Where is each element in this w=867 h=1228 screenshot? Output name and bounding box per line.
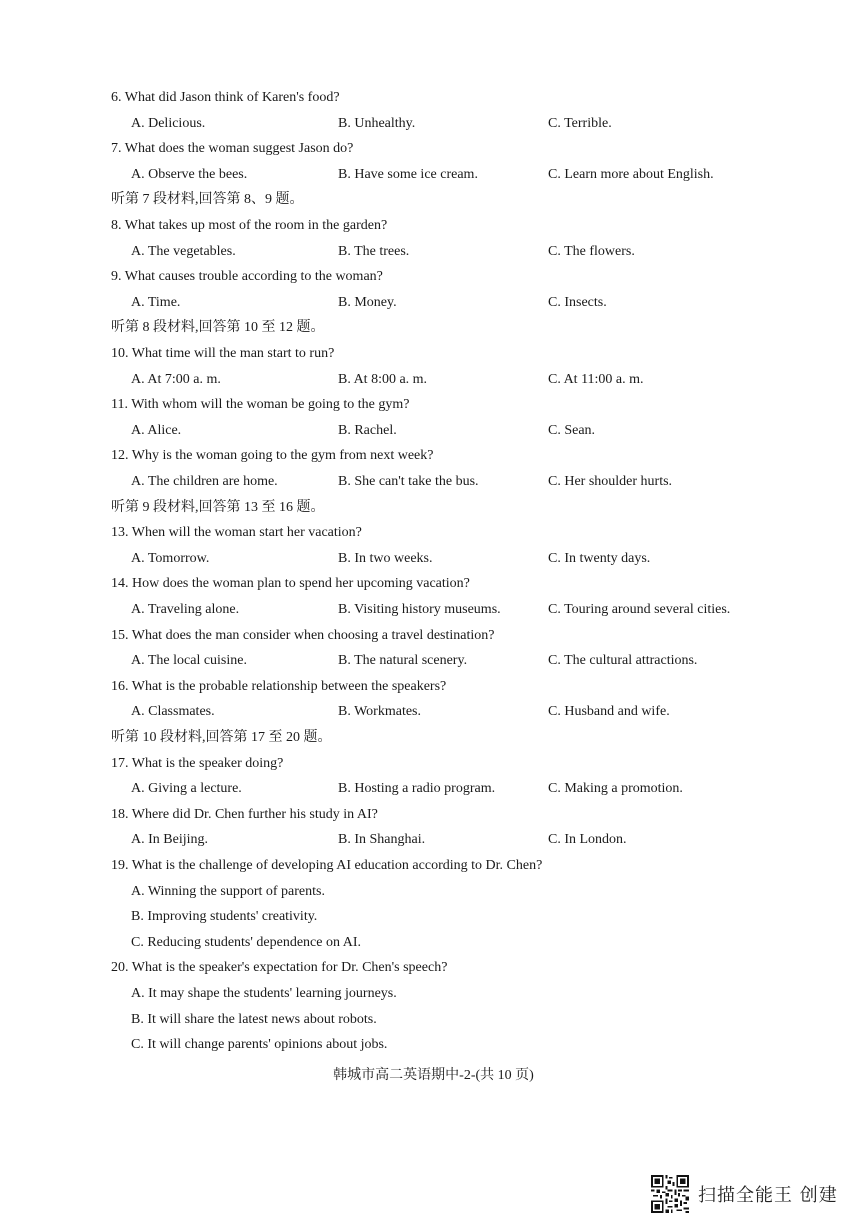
answer-option: C. In London. (548, 832, 627, 847)
answer-option: B. Hosting a radio program. (338, 781, 496, 796)
answer-option: A. The vegetables. (131, 244, 236, 259)
answer-option: C. Terrible. (548, 116, 612, 131)
question-text: 16. What is the probable relationship between the speakers? (111, 679, 447, 694)
answer-option: A. The children are home. (131, 474, 278, 489)
answer-option: A. Traveling alone. (131, 602, 240, 617)
answer-option: B. In two weeks. (338, 551, 433, 566)
answer-option: C. The flowers. (548, 244, 635, 259)
question-text: 7. What does the woman suggest Jason do? (111, 141, 354, 156)
answer-option: B. At 8:00 a. m. (338, 372, 428, 387)
answer-option: B. Money. (338, 295, 397, 310)
answer-option: C. Her shoulder hurts. (548, 474, 673, 489)
section-instruction: 听第 7 段材料,回答第 8、9 题。 (111, 192, 304, 207)
answer-option: A. Giving a lecture. (131, 781, 242, 796)
answer-option: A. The local cuisine. (131, 653, 247, 668)
answer-option: C. The cultural attractions. (548, 653, 698, 668)
answer-option: C. In twenty days. (548, 551, 651, 566)
question-text: 17. What is the speaker doing? (111, 756, 284, 771)
answer-option: B. Visiting history museums. (338, 602, 501, 617)
section-instruction: 听第 9 段材料,回答第 13 至 16 题。 (111, 500, 325, 515)
question-text: 11. With whom will the woman be going to the gym? (111, 397, 410, 412)
question-text: 19. What is the challenge of developing AI education according to Dr. Chen? (111, 858, 543, 873)
scanner-watermark (651, 1174, 838, 1214)
answer-option: B. Workmates. (338, 704, 421, 719)
answer-option: A. Winning the support of parents. (131, 884, 325, 899)
answer-option: B. The natural scenery. (338, 653, 468, 668)
answer-option: B. In Shanghai. (338, 832, 426, 847)
answer-option: C. Sean. (548, 423, 596, 438)
question-text: 12. Why is the woman going to the gym from next week? (111, 448, 434, 463)
question-text: 18. Where did Dr. Chen further his study in AI? (111, 807, 378, 822)
question-text: 9. What causes trouble according to the woman? (111, 269, 383, 284)
answer-option: C. It will change parents' opinions about jobs. (131, 1037, 388, 1052)
question-text: 8. What takes up most of the room in the garden? (111, 218, 388, 233)
answer-option: A. At 7:00 a. m. (131, 372, 221, 387)
question-text: 14. How does the woman plan to spend her upcoming vacation? (111, 576, 470, 591)
answer-option: A. Observe the bees. (131, 167, 248, 182)
answer-option: A. Alice. (131, 423, 182, 438)
question-text: 15. What does the man consider when choosing a travel destination? (111, 628, 495, 643)
answer-option: B. Unhealthy. (338, 116, 416, 131)
answer-option: C. At 11:00 a. m. (548, 372, 644, 387)
answer-option: C. Learn more about English. (548, 167, 714, 182)
answer-option: B. Improving students' creativity. (131, 909, 318, 924)
answer-option: A. Tomorrow. (131, 551, 210, 566)
answer-option: C. Insects. (548, 295, 607, 310)
section-instruction: 听第 8 段材料,回答第 10 至 12 题。 (111, 320, 325, 335)
answer-option: A. Time. (131, 295, 181, 310)
answer-option: B. Rachel. (338, 423, 397, 438)
question-text: 10. What time will the man start to run? (111, 346, 335, 361)
answer-option: B. She can't take the bus. (338, 474, 479, 489)
page-footer: 韩城市高二英语期中-2-(共 10 页) (333, 1068, 534, 1083)
answer-option: A. Delicious. (131, 116, 206, 131)
answer-option: B. The trees. (338, 244, 410, 259)
answer-option: C. Making a promotion. (548, 781, 683, 796)
answer-option: C. Touring around several cities. (548, 602, 731, 617)
answer-option: B. Have some ice cream. (338, 167, 478, 182)
question-text: 6. What did Jason think of Karen's food? (111, 90, 340, 105)
answer-option: A. It may shape the students' learning journeys. (131, 986, 397, 1001)
watermark-text: 扫描全能王 创建 (698, 1185, 838, 1206)
qr-code-icon (651, 1175, 689, 1213)
answer-option: A. In Beijing. (131, 832, 208, 847)
answer-option: C. Husband and wife. (548, 704, 670, 719)
answer-option: A. Classmates. (131, 704, 215, 719)
question-text: 13. When will the woman start her vacation? (111, 525, 362, 540)
section-instruction: 听第 10 段材料,回答第 17 至 20 题。 (111, 730, 332, 745)
answer-option: B. It will share the latest news about robots. (131, 1012, 377, 1027)
question-text: 20. What is the speaker's expectation for Dr. Chen's speech? (111, 960, 448, 975)
answer-option: C. Reducing students' dependence on AI. (131, 935, 361, 950)
